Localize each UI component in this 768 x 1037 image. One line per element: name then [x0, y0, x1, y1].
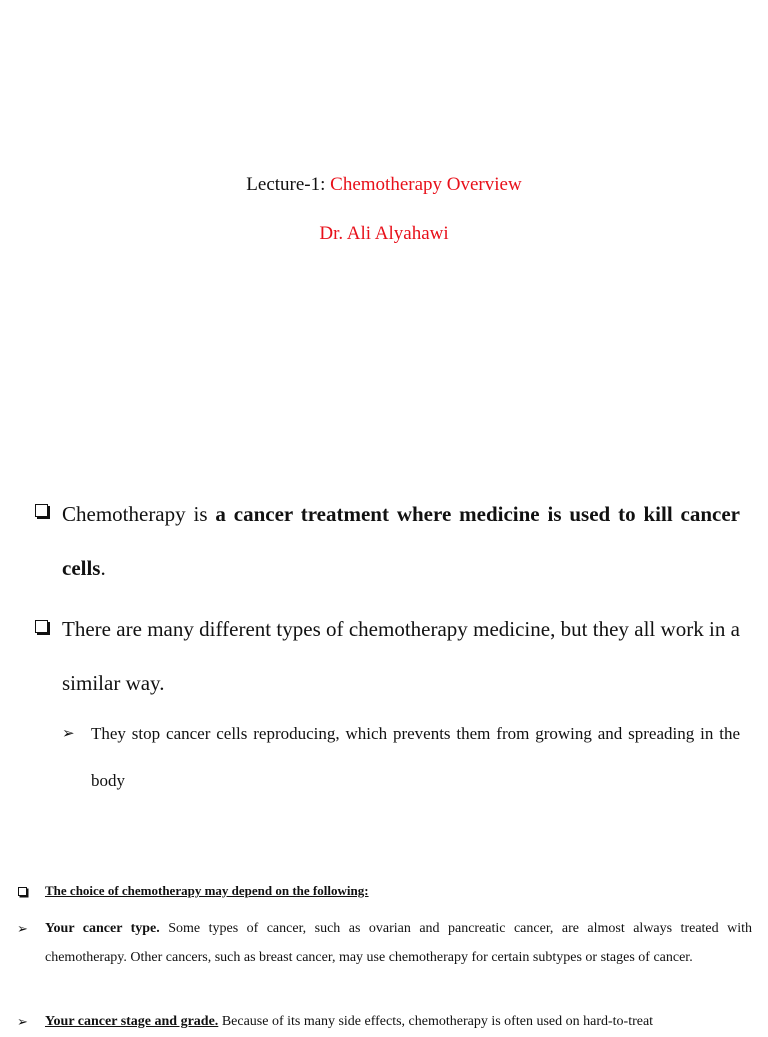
- bullet-1-bold: a cancer treatment where medicine is used to kill cancer cells: [62, 502, 740, 580]
- square-bullet-icon: [35, 504, 48, 517]
- list-item-2-bold: Your cancer stage and grade.: [45, 1014, 219, 1029]
- square-bullet-icon: [18, 887, 27, 896]
- sub-bullet-paragraph: They stop cancer cells reproducing, which prevents them from growing and spreading in the body: [91, 724, 740, 790]
- bullet-1-lead: Chemotherapy is: [62, 502, 216, 526]
- list-item-1: [45, 915, 752, 972]
- arrow-bullet-icon: ➢: [17, 922, 28, 937]
- list-item-2-text: Because of its many side effects, chemotherapy is often used on hard-to-treat: [218, 1014, 654, 1029]
- arrow-bullet-icon: ➢: [17, 1015, 28, 1030]
- list-item-2: [45, 1008, 752, 1037]
- author-name: Dr. Ali Alyahawi: [319, 223, 449, 244]
- list-item-1-bold: Your cancer type.: [45, 921, 160, 936]
- square-bullet-icon: [35, 620, 48, 633]
- bullet-1-tail: .: [100, 556, 106, 580]
- list-item-1-text: Some types of cancer, such as ovarian and pancreatic cancer, are almost always treated with chemotherapy. Other cancers, such as breast cancer, may use chemotherapy for certain subtypes or stages of cancer.: [45, 921, 752, 965]
- lecture-label: Lecture-1:: [246, 174, 326, 195]
- choice-heading: The choice of chemotherapy may depend on the following:: [45, 883, 369, 898]
- lecture-topic: Chemotherapy Overview: [330, 174, 522, 195]
- lecture-title: [0, 174, 768, 196]
- arrow-bullet-icon: ➢: [62, 724, 75, 742]
- bullet-paragraph-2: There are many different types of chemotherapy medicine, but they all work in a similar way.: [62, 617, 740, 695]
- bullet-paragraph-1: [62, 487, 740, 595]
